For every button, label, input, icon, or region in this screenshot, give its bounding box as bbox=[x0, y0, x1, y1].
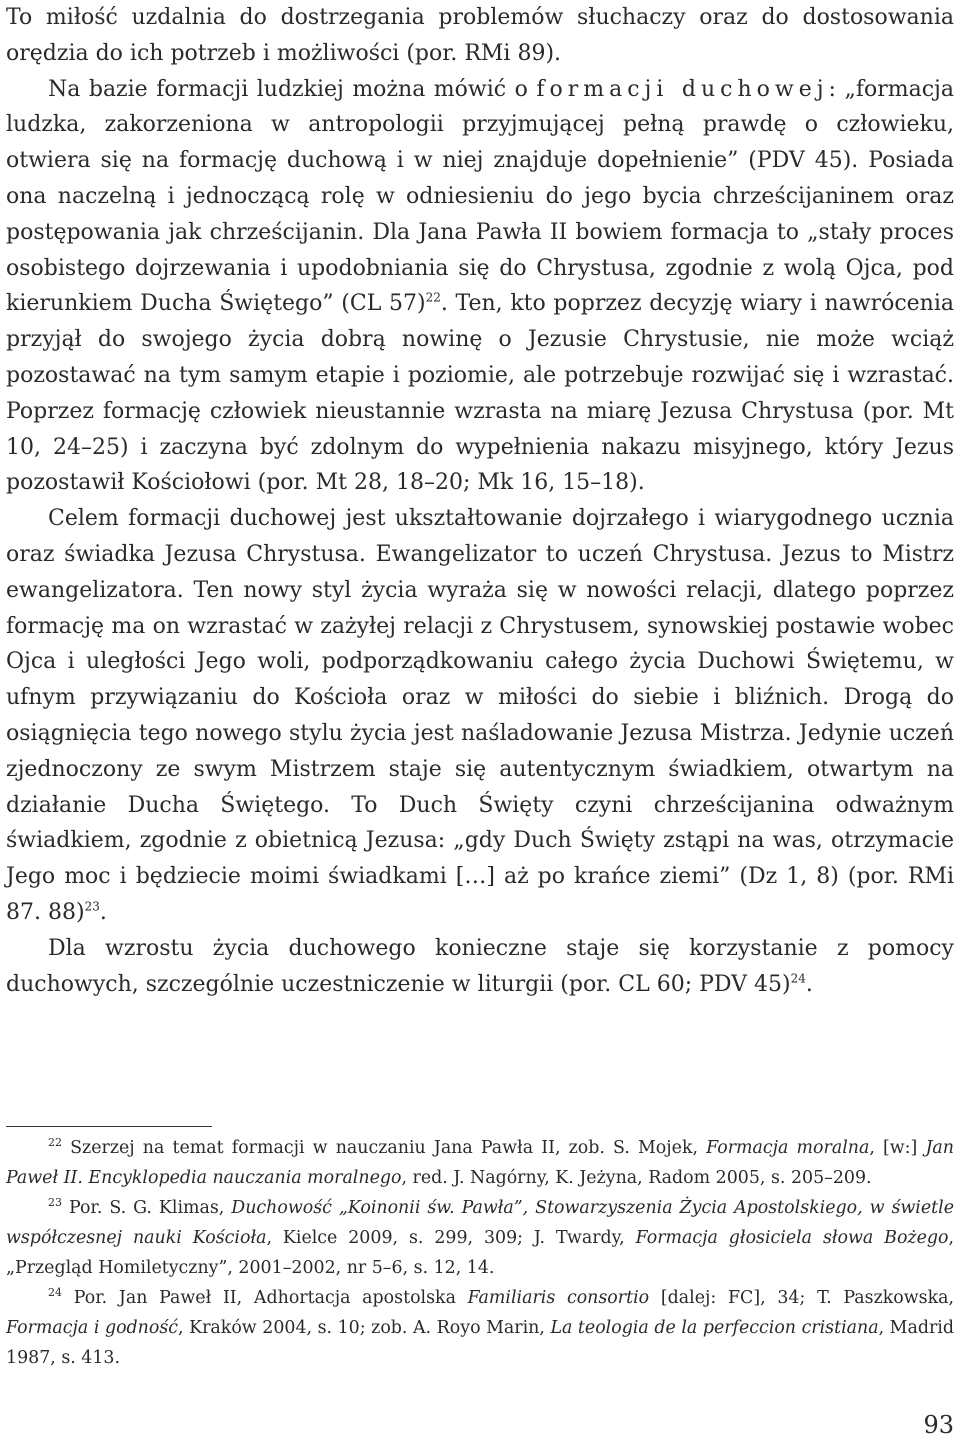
paragraph-2-text-c: . Ten, kto poprzez decyzję wiary i nawrócenia przyjął do swojego życia dobrą nowinę o Jezusie Chrystusie, nie może wciąż pozostawać na tym samym etapie i poziomie, ale potrzebuje rozwijać się i wzrastać. Poprzez formację człowiek nieustannie wzrasta na miarę Jezusa Chrystusa (por. Mt 10, 24–25) i zaczyna być zdolnym do wypełnienia nakazu misyjnego, który Jezus pozostawił Kościołowi (por. Mt 28, 18–20; Mk 16, 15–18). bbox=[6, 291, 955, 496]
paragraph-3 bbox=[6, 501, 954, 931]
footnote-title: Jan Paweł II. Encyklopedia nauczania moralnego bbox=[6, 1138, 954, 1188]
footnote-ref-22[interactable]: 22 bbox=[425, 291, 441, 306]
footnote-number: 24 bbox=[48, 1286, 62, 1300]
footnote-text: , Madrid 1987, s. 413. bbox=[6, 1318, 955, 1368]
paragraph-1 bbox=[6, 0, 954, 72]
main-text bbox=[6, 0, 954, 1002]
footnote-title: Familiaris consortio bbox=[467, 1288, 650, 1308]
paragraph-2-text-a: Na bazie formacji ludzkiej można mówić o bbox=[48, 76, 537, 102]
paragraph-4 bbox=[6, 931, 954, 1003]
footnote-text: , „Przegląd Homiletyczny”, 2001–2002, nr 5–6, s. 12, 14. bbox=[6, 1228, 954, 1278]
spaced-emphasis: formacji duchowej bbox=[536, 76, 829, 102]
footnote-number: 22 bbox=[48, 1136, 62, 1150]
footnote-divider bbox=[6, 1126, 212, 1127]
footnote-title: Formacja i godność bbox=[6, 1318, 179, 1338]
footnote-title: Formacja głosiciela słowa Bożego bbox=[635, 1228, 949, 1248]
footnote-text: , Kraków 2004, s. 10; zob. A. Royo Marin, bbox=[178, 1318, 551, 1338]
paragraph-2-text-b: : „formacja ludzka, zakorzeniona w antropologii przyjmującej pełną prawdę o człowieku, otwiera się na formację duchową i w niej znajduje dopełnienie” (PDV 45). Posiada ona naczelną i jednoczącą rolę w odniesieniu do jego bycia chrześcijaninem oraz postępowania jak chrześcijanin. Dla Jana Pawła II bowiem formacja to „stały proces osobistego dojrzewania i upodobniania się do Chrystusa, zgodnie z wolą Ojca, pod kierunkiem Ducha Świętego” (CL 57) bbox=[6, 76, 954, 317]
footnote-title: Formacja moralna bbox=[706, 1138, 870, 1158]
page-number: 93 bbox=[923, 1411, 954, 1439]
footnote-text: Szerzej na temat formacji w nauczaniu Jana Pawła II, zob. S. Mojek, bbox=[70, 1138, 707, 1158]
footnote-text: Por. Jan Paweł II, Adhortacja apostolska bbox=[73, 1288, 468, 1308]
footnote-23 bbox=[6, 1193, 954, 1283]
footnote-22 bbox=[6, 1133, 954, 1193]
paragraph-2 bbox=[6, 72, 954, 502]
footnote-24 bbox=[6, 1283, 954, 1373]
paragraph-1-text: To miłość uzdalnia do dostrzegania problemów słuchaczy oraz do dostosowania orędzia do ich potrzeb i możliwości (por. RMi 89). bbox=[6, 5, 954, 66]
footnote-text: , Kielce 2009, s. 299, 309; J. Twardy, bbox=[266, 1228, 636, 1248]
footnote-ref-23[interactable]: 23 bbox=[84, 899, 100, 914]
footnote-text: , [w:] bbox=[869, 1138, 926, 1158]
paragraph-4-text-b: . bbox=[805, 971, 813, 997]
footnote-number: 23 bbox=[48, 1196, 62, 1210]
footnote-text: [dalej: FC], 34; T. Paszkowska, bbox=[649, 1288, 954, 1308]
footnote-ref-24[interactable]: 24 bbox=[790, 971, 806, 986]
paragraph-3-text-a: Celem formacji duchowej jest ukształtowanie dojrzałego i wiarygodnego ucznia oraz świadka Jezusa Chrystusa. Ewangelizator to uczeń Chrystusa. Jezus to Mistrz ewangelizatora. Ten nowy styl życia wyraża się w nowości relacji, dlatego poprzez formację ma on wzrastać w zażyłej relacji z Chrystusem, synowskiej postawie wobec Ojca i uległości Jego woli, podporządkowaniu całego życia Duchowi Świętemu, w ufnym przywiązaniu do Kościoła oraz w miłości do siebie i bliźnich. Drogą do osiągnięcia tego nowego stylu życia jest naśladowanie Jezusa Mistrza. Jedynie uczeń zjednoczony ze swym Mistrzem staje się autentycznym świadkiem, otwartym na działanie Ducha Świętego. To Duch Święty czyni chrześcijanina odważnym świadkiem, zgodnie z obietnicą Jezusa: „gdy Duch Święty zstąpi na was, otrzymacie Jego moc i będziecie moimi świadkami […] aż po krańce ziemi” (Dz 1, 8) (por. RMi 87. 88) bbox=[6, 506, 954, 925]
paragraph-4-text-a: Dla wzrostu życia duchowego konieczne staje się korzystanie z pomocy duchowych, szczególnie uczestniczenie w liturgii (por. CL 60; PDV 45) bbox=[6, 935, 954, 997]
footnote-title: La teologia de la perfeccion cristiana bbox=[550, 1318, 879, 1338]
footnote-title: Duchowość „Koinonii św. Pawła”, Stowarzyszenia Życia Apostolskiego, w świetle współczesnej nauki Kościoła bbox=[6, 1198, 954, 1248]
paragraph-3-text-b: . bbox=[99, 899, 107, 925]
footnotes bbox=[6, 1133, 954, 1373]
footnote-text: , red. J. Nagórny, K. Jeżyna, Radom 2005, s. 205–209. bbox=[401, 1168, 872, 1188]
footnote-text: Por. S. G. Klimas, bbox=[68, 1198, 232, 1218]
